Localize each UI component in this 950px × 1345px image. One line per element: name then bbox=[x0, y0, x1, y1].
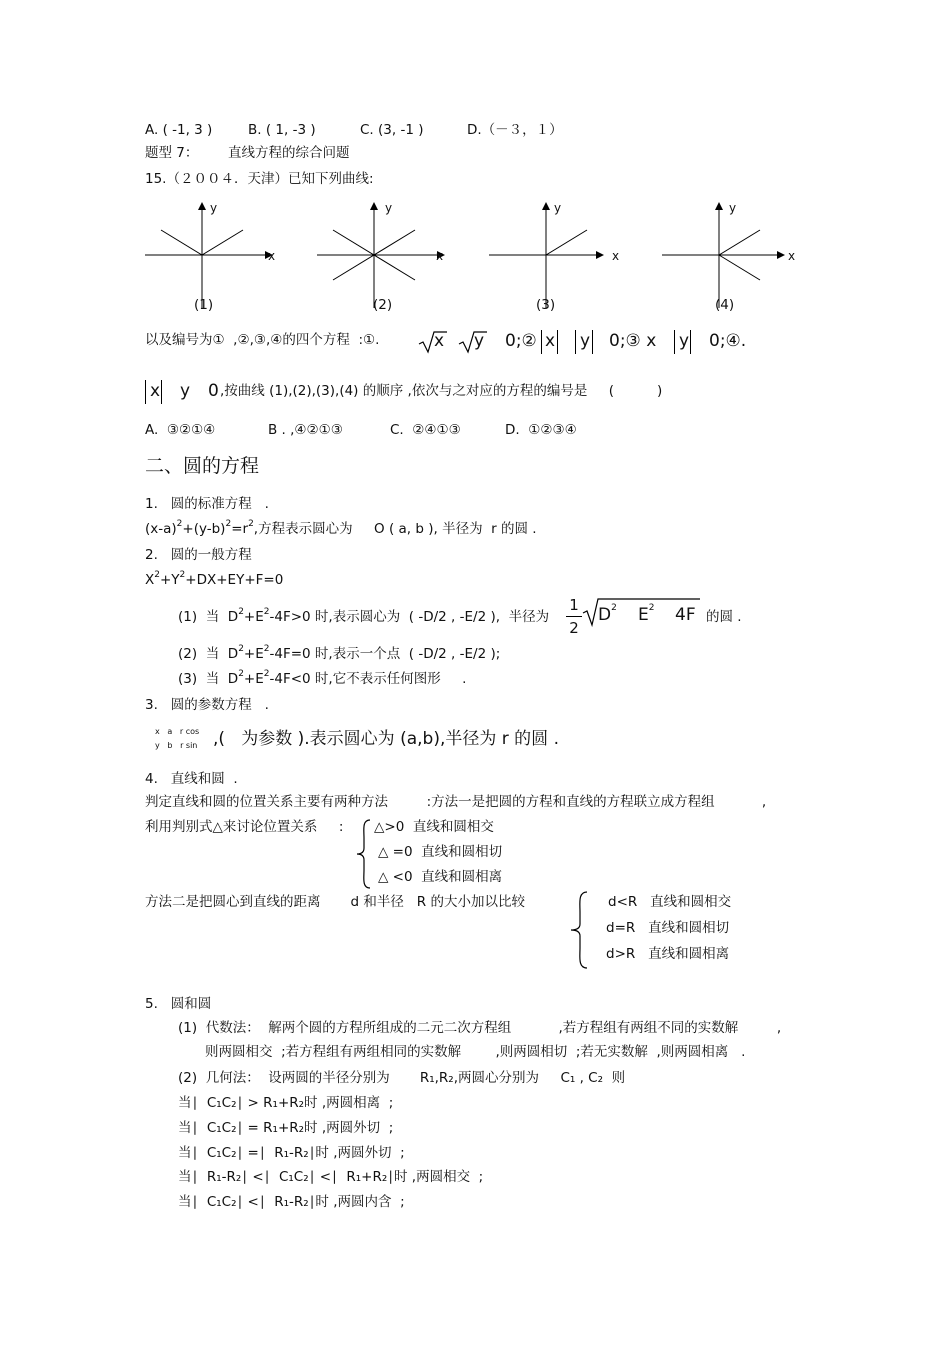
item5-case-2: 当∣ C₁C₂∣ = R₁+R₂时 ,两圆外切 ; bbox=[178, 1120, 394, 1136]
q15-option-d: D. ①②③④ bbox=[505, 422, 577, 438]
fraction-numerator: 1 bbox=[569, 596, 579, 614]
eq2-x: x bbox=[545, 331, 556, 351]
figure-3-x-label: x bbox=[612, 249, 620, 263]
radicand-e: $E^2$ bbox=[638, 603, 655, 625]
param-x: x a r cos bbox=[155, 727, 200, 736]
figure-2-x-label: x bbox=[436, 249, 444, 263]
item5-case-4: 当∣ R₁-R₂∣ <∣ C₁C₂∣ <∣ R₁+R₂∣时 ,两圆相交 ; bbox=[178, 1169, 484, 1185]
eq4-zero: 0 bbox=[208, 381, 219, 401]
item1-title: 1. 圆的标准方程 . bbox=[145, 496, 269, 512]
method2-case-2: d=R 直线和圆相切 bbox=[606, 920, 730, 936]
figure-1-caption: (1) bbox=[194, 297, 214, 313]
radicand-4f: 4F bbox=[675, 605, 696, 625]
abs-bar bbox=[575, 330, 576, 354]
q14-option-d: D.（－３，１） bbox=[467, 122, 563, 138]
abs-bar bbox=[592, 330, 593, 354]
item4-paragraph-3: 方法二是把圆心到直线的距离 d 和半径 R 的大小加以比较 bbox=[145, 894, 525, 910]
figure-4-caption: (4) bbox=[715, 297, 735, 313]
figure-2-caption: (2) bbox=[373, 297, 393, 313]
radicand-d: $D^2$ bbox=[598, 603, 617, 625]
fraction-denominator: 2 bbox=[569, 619, 579, 637]
item4-paragraph-2: 利用判别式△来讨论位置关系 : bbox=[145, 819, 344, 835]
figure-2-y-label: y bbox=[385, 201, 393, 215]
item1-equation: $(x-a)^2+(y-b)^2=r^2$,方程表示圆心为 O ( a, b ), 半径为 r 的圆 . bbox=[145, 519, 537, 537]
abs-bar bbox=[557, 330, 558, 354]
q15-question: ,按曲线 (1),(2),(3),(4) 的顺序 ,依次与之对应的方程的编号是 ( ) bbox=[220, 383, 663, 399]
item2-case-3: (3) 当 $D^2+E^2-4F<0$ 时,它不表示任何图形 . bbox=[178, 669, 467, 687]
fraction-one-half bbox=[566, 596, 582, 637]
q14-option-a: A. ( -1, 3 ) bbox=[145, 122, 213, 138]
abs-bar bbox=[145, 380, 146, 404]
abs-bar bbox=[541, 330, 542, 354]
item5-geometric: (2) 几何法： 设两圆的半径分别为 R₁,R₂,两圆心分别为 C₁ , C₂ 则 bbox=[178, 1070, 626, 1086]
method2-case-1: d<R 直线和圆相交 bbox=[608, 894, 732, 910]
method1-case-1: △>0 直线和圆相交 bbox=[374, 819, 494, 835]
fraction-bar bbox=[566, 616, 582, 617]
item3-description: ,( 为参数 ).表示圆心为 (a,b),半径为 r 的圆 . bbox=[213, 729, 559, 749]
abs-bar bbox=[161, 380, 162, 404]
item2-case-2: (2) 当 $D^2+E^2-4F=0$ 时,表示一个点 ( -D/2 , -E/2 ); bbox=[178, 644, 501, 662]
figure-4-y-label: y bbox=[729, 201, 737, 215]
item5-title: 5. 圆和圆 bbox=[145, 996, 212, 1012]
param-y: y b r sin bbox=[155, 741, 198, 750]
eq3-rest: 0;④. bbox=[709, 331, 747, 351]
left-brace bbox=[567, 890, 591, 970]
eq2-y: y bbox=[580, 331, 591, 351]
method1-case-2: △ =0 直线和圆相切 bbox=[378, 844, 503, 860]
q14-option-c: C. (3, -1 ) bbox=[360, 122, 424, 138]
abs-bar bbox=[674, 330, 675, 354]
eq1-y: y bbox=[474, 331, 485, 351]
item2-title: 2. 圆的一般方程 bbox=[145, 547, 252, 563]
eq1-x: x bbox=[434, 331, 445, 351]
figure-1-y-label: y bbox=[210, 201, 218, 215]
item5-case-3: 当∣ C₁C₂∣ =∣ R₁-R₂∣时 ,两圆外切 ; bbox=[178, 1145, 405, 1161]
item2-equation: $X^2+Y^2+DX+EY+F=0$ bbox=[145, 570, 284, 588]
figure-4-x-label: x bbox=[788, 249, 796, 263]
method1-case-3: △ <0 直线和圆相离 bbox=[378, 869, 503, 885]
figure-1-x-label: x bbox=[268, 249, 276, 263]
q15-stem: 15.（２００４．天津）已知下列曲线: bbox=[145, 171, 374, 187]
item2-case-1-end: 的圆 . bbox=[706, 609, 742, 625]
item2-case-1: (1) 当 $D^2+E^2-4F>0$ 时,表示圆心为 ( -D/2 , -E/2 ), 半径为 bbox=[178, 607, 550, 625]
q15-option-b: B . ,④②①③ bbox=[268, 422, 343, 438]
type7-title: 直线方程的综合问题 bbox=[228, 145, 350, 161]
item5-algebraic-2: 则两圆相交 ;若方程组有两组相同的实数解 ,则两圆相切 ;若无实数解 ,则两圆相离 . bbox=[205, 1044, 746, 1060]
left-brace bbox=[354, 818, 374, 890]
item3-title: 3. 圆的参数方程 . bbox=[145, 697, 269, 713]
eq3-y: y bbox=[679, 331, 690, 351]
abs-bar bbox=[690, 330, 691, 354]
item4-paragraph-1: 判定直线和圆的位置关系主要有两种方法 :方法一是把圆的方程和直线的方程联立成方程组 , bbox=[145, 794, 767, 810]
figure-3-y-label: y bbox=[554, 201, 562, 215]
method2-case-3: d>R 直线和圆相离 bbox=[606, 946, 730, 962]
item5-algebraic-1: (1) 代数法： 解两个圆的方程所组成的二元二次方程组 ,若方程组有两组不同的实数解 , bbox=[178, 1020, 782, 1036]
q15-option-a: A. ③②①④ bbox=[145, 422, 216, 438]
q15-equations-intro: 以及编号为① ,②,③,④的四个方程 :①. bbox=[145, 332, 380, 348]
item5-case-5: 当∣ C₁C₂∣ <∣ R₁-R₂∣时 ,两圆内含 ; bbox=[178, 1194, 405, 1210]
item5-case-1: 当∣ C₁C₂∣ > R₁+R₂时 ,两圆相离 ; bbox=[178, 1095, 394, 1111]
section-2-title: 二、圆的方程 bbox=[145, 455, 260, 477]
q14-option-b: B. ( 1, -3 ) bbox=[248, 122, 316, 138]
figure-3-caption: (3) bbox=[536, 297, 556, 313]
item4-title: 4. 直线和圆 . bbox=[145, 771, 238, 787]
q15-option-c: C. ②④①③ bbox=[390, 422, 461, 438]
eq4-x: x bbox=[150, 381, 161, 401]
type7-label: 题型 7： bbox=[145, 145, 199, 161]
eq1-rest: 0;② bbox=[505, 331, 537, 351]
eq2-rest: 0;③ x bbox=[609, 331, 657, 351]
eq4-y: y bbox=[180, 381, 191, 401]
